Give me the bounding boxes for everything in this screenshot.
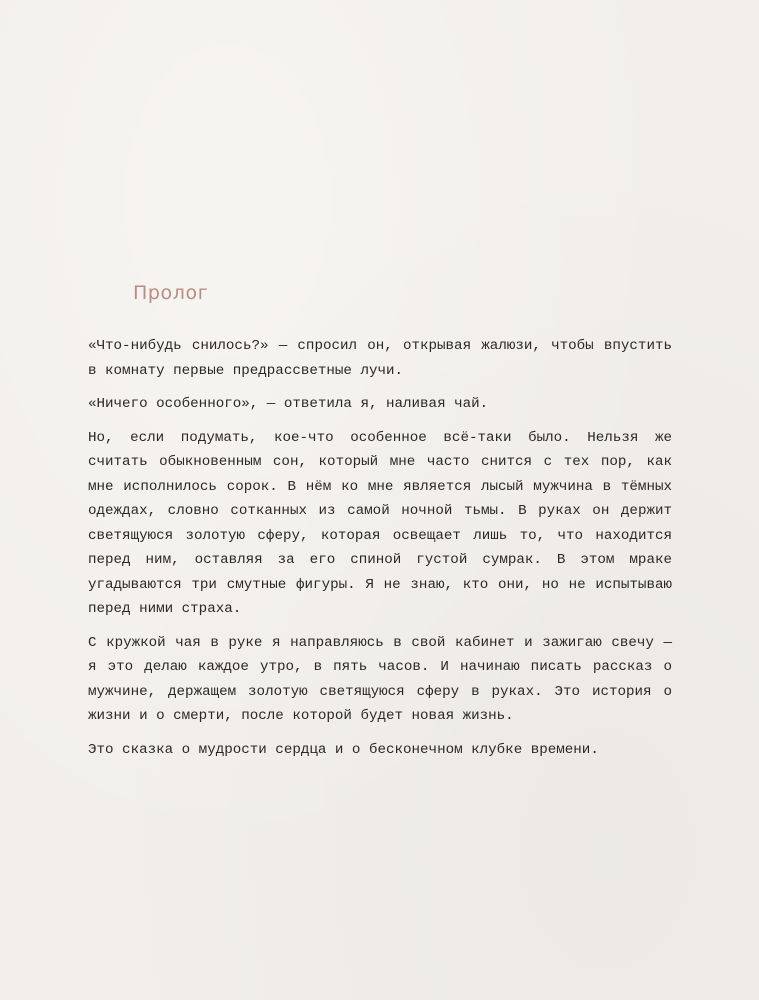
paragraph: Но, если подумать, кое-что особенное всё-таки было. Нельзя же считать обыкновенным сон, который мне часто снится с тех пор, как мне исполнилось сорок. В нём ко мне является лысый мужчина в тёмных одеждах, словно сотканных из самой ночной тьмы. В руках он держит светящуюся золотую сферу, которая освещает лишь то, что находится перед ним, оставляя за его спиной густой сумрак. В этом мраке угадываются три смутные фигуры. Я не знаю, кто они, но не испытываю перед ними страха. — [88, 429, 672, 617]
paragraph: Это сказка о мудрости сердца и о бесконечном клубке времени. — [88, 741, 599, 758]
paragraph: «Что-нибудь снилось?» — спросил он, открывая жалюзи, чтобы впустить в комнату первые предрассветные лучи. — [88, 338, 672, 379]
paragraph: «Ничего особенного», — ответила я, наливая чай. — [88, 396, 489, 412]
paragraph: С кружкой чая в руке я направляюсь в свой кабинет и зажигаю свечу — я это делаю каждое утро, в пять часов. И начинаю писать рассказ о мужчине, держащем золотую светящуюся сферу в руках. Это история о жизни и о смерти, после которой будет новая жизнь. — [88, 634, 672, 724]
chapter-title: Пролог — [133, 282, 209, 304]
chapter-body — [88, 334, 672, 771]
